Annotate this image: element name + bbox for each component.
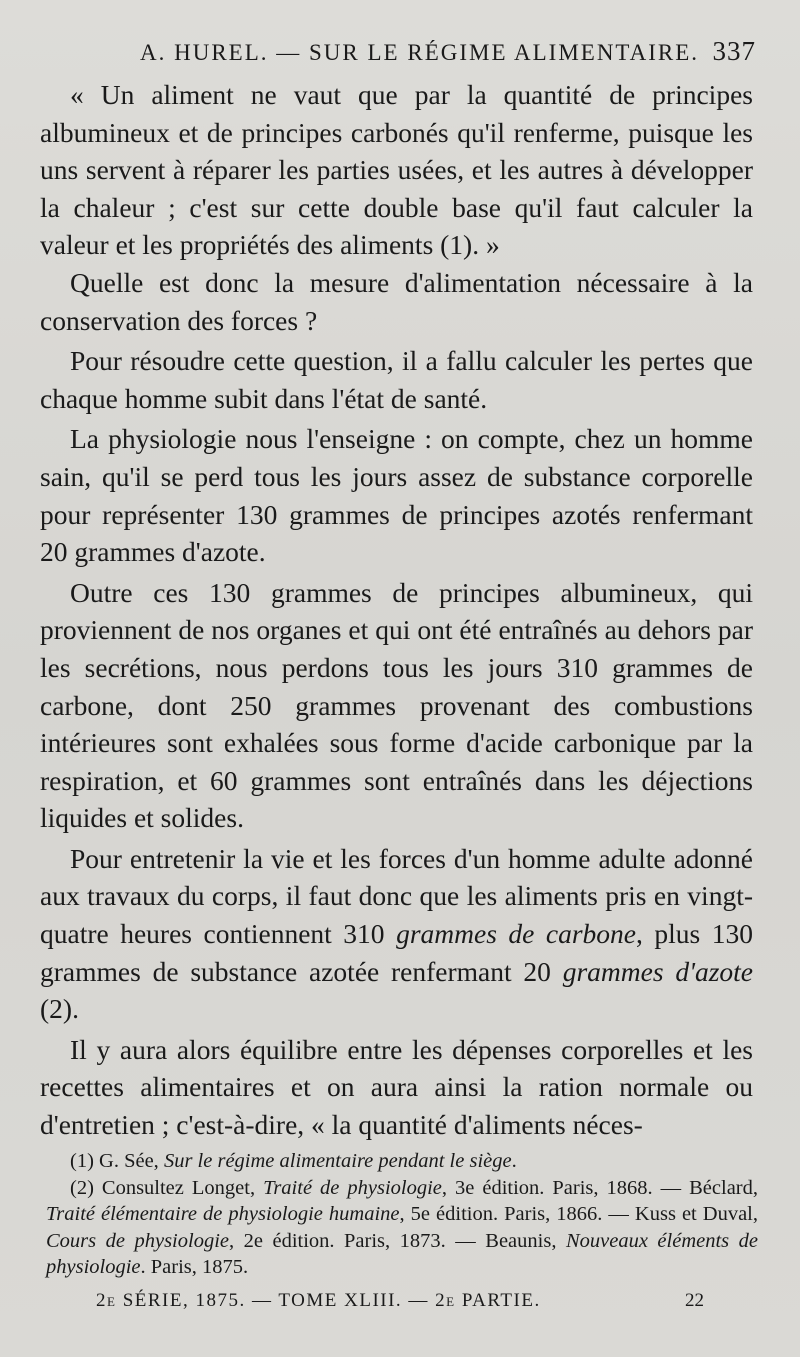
paragraph-requirements <box>40 840 753 1028</box>
paragraph-equilibrium: Il y aura alors équilibre entre les dépenses corporelles et les recettes alimentaires et on aura ainsi la ration normale ou d'entretien ; c'est-à-dire, « la quantité d'aliments néces- <box>40 1033 753 1141</box>
sheet-number: 22 <box>685 1290 704 1311</box>
footnote-1-end: . <box>511 1150 517 1172</box>
requirements-emphasis-carbon: grammes de carbone <box>396 918 636 950</box>
page-footer <box>96 1290 704 1312</box>
paragraph-question: Quelle est donc la mesure d'alimentation nécessaire à la conservation des forces ? <box>40 266 753 336</box>
requirements-text-2: , plus 130 grammes de substance azotée renfermant 20 <box>40 918 753 987</box>
paragraph-carbon-loss: Outre ces 130 grammes de principes albumineux, qui proviennent de nos organes et qui ont été entraînés au dehors par les secrétions, nous perdons tous les jours 310 grammes de carbone, dont 250 grammes provenant des combustions intérieures sont exhalées sous forme d'acide carbonique par la respiration, et 60 grammes sont entraînés dans les déjections liquides et solides. <box>40 576 753 834</box>
paragraph-physiology: La physiologie nous l'enseigne : on compte, chez un homme sain, qu'il se perd tous les jours assez de substance corporelle pour représenter 130 grammes de principes azotés renfermant 20 grammes d'azote. <box>40 423 753 568</box>
body-text <box>40 76 753 1144</box>
page-number: 337 <box>712 36 756 66</box>
requirements-text-1: Pour entretenir la vie et les forces d'un homme adulte adonné aux travaux du corps, il faut donc que les aliments pris en vingt-quatre heures contiennent 310 <box>40 842 753 950</box>
footnote-2 <box>46 1175 758 1281</box>
footnote-2-text-d: , 2e édition. Paris, 1873. — Beaunis, <box>229 1229 566 1252</box>
footnote-1 <box>46 1148 758 1175</box>
requirements-emphasis-nitrogen: grammes d'azote <box>562 955 753 987</box>
footnote-2-title-d: Nouveaux éléments de physiologie <box>46 1229 758 1278</box>
footnote-2-title-b: Traité élémentaire de physiologie humaine <box>46 1203 400 1225</box>
footnote-2-title-a: Traité de physiologie <box>263 1176 442 1199</box>
footnote-2-text-e: . Paris, 1875. <box>140 1256 249 1278</box>
footnote-2-text-c: , 5e édition. Paris, 1866. — Kuss et Duval, <box>399 1203 758 1225</box>
footnote-2-text-b: , 3e édition. Paris, 1868. — Béclard, <box>441 1176 758 1199</box>
signature-line: 2e SÉRIE, 1875. — TOME XLIII. — 2e PARTIE. <box>96 1290 541 1311</box>
page-header <box>140 36 756 67</box>
footnote-2-title-c: Cours de physiologie <box>46 1229 229 1252</box>
footnote-1-text: (1) G. Sée, <box>70 1150 164 1172</box>
paragraph-method: Pour résoudre cette question, il a fallu calculer les pertes que chaque homme subit dans l'état de santé. <box>40 345 753 414</box>
footnote-1-title: Sur le régime alimentaire pendant le siège <box>163 1150 512 1172</box>
paragraph-quote: « Un aliment ne vaut que par la quantité de principes albumineux et de principes carbonés qu'il renferme, puisque les uns servent à réparer les parties usées, et les autres à développer la chaleur ; c'est sur cette double base qu'il faut calculer la valeur et les propriétés des aliments (1). » <box>40 79 753 261</box>
requirements-text-3: (2). <box>40 993 79 1025</box>
running-head: A. HUREL. — SUR LE RÉGIME ALIMENTAIRE. <box>140 40 700 65</box>
footnote-2-text-a: (2) Consultez Longet, <box>70 1176 264 1199</box>
footnotes <box>46 1148 758 1281</box>
